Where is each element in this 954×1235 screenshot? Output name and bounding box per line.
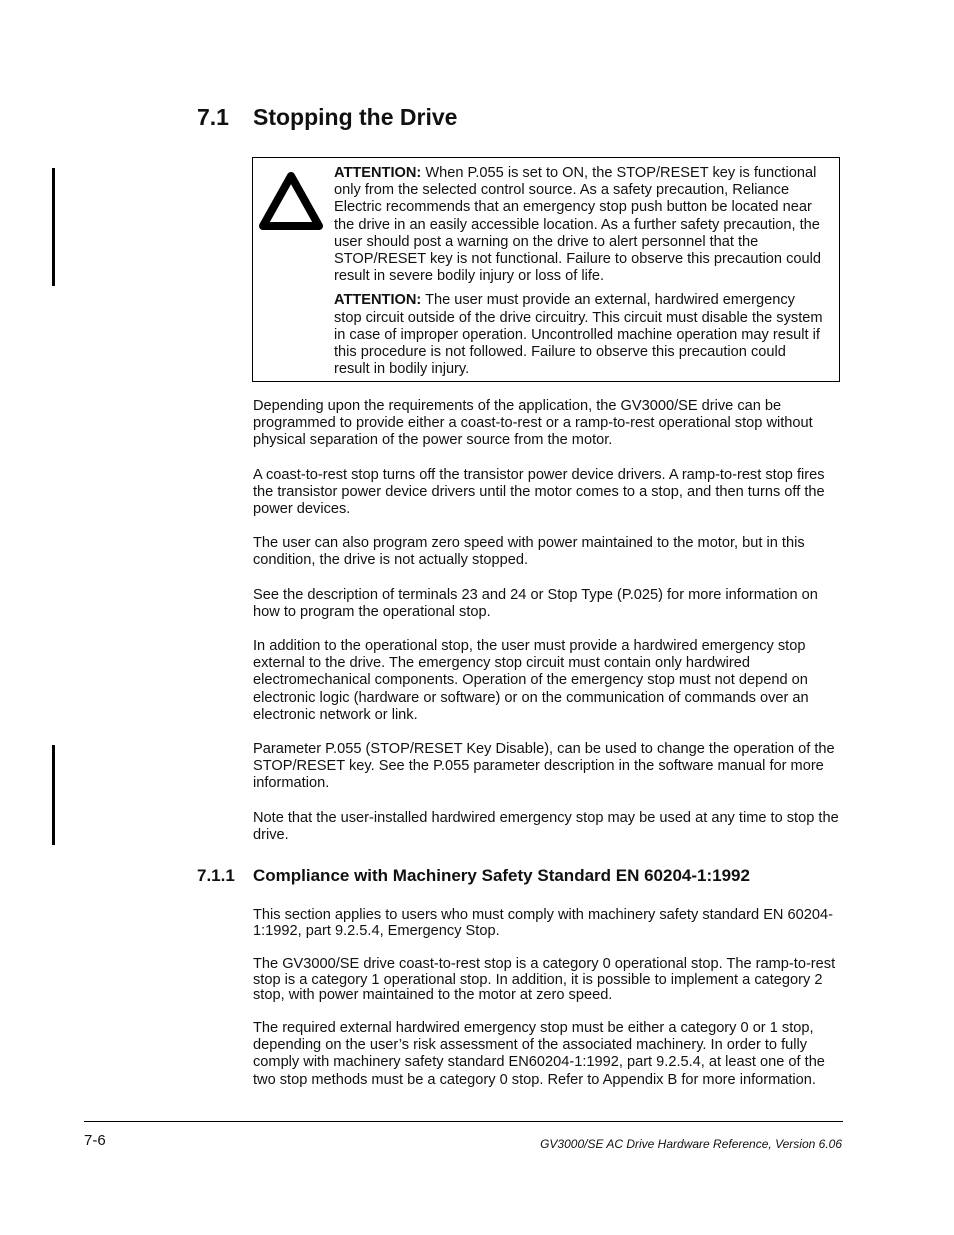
subsection-heading <box>197 866 750 886</box>
attention-note <box>334 292 824 378</box>
paragraph: The user can also program zero speed with power maintained to the motor, but in this condition, the drive is not actually stopped. <box>253 535 805 569</box>
change-bar <box>52 745 55 845</box>
footer-reference: GV3000/SE AC Drive Hardware Reference, Version 6.06 <box>540 1137 842 1151</box>
page-number: 7-6 <box>84 1132 106 1149</box>
warning-triangle-icon <box>258 170 324 232</box>
section-title: Stopping the Drive <box>253 104 458 130</box>
footer-divider <box>84 1121 843 1122</box>
paragraph: Note that the user-installed hardwired emergency stop may be used at any time to stop the drive. <box>253 810 839 844</box>
attention-text <box>334 165 824 385</box>
section-number: 7.1 <box>197 104 229 130</box>
attention-note <box>334 165 824 285</box>
paragraph: A coast-to-rest stop turns off the transistor power device drivers. A ramp-to-rest stop fires the transistor power device drivers until the motor comes to a stop, and then turns off the power devices. <box>253 467 825 518</box>
paragraph: This section applies to users who must comply with machinery safety standard EN 60204-1:1992, part 9.2.5.4, Emergency Stop. <box>253 907 833 939</box>
change-bar <box>52 168 55 286</box>
paragraph: Parameter P.055 (STOP/RESET Key Disable), can be used to change the operation of the STOP/RESET key. See the P.055 parameter description in the software manual for more information. <box>253 741 835 792</box>
attention-box <box>252 157 840 382</box>
paragraph: The GV3000/SE drive coast-to-rest stop is a category 0 operational stop. The ramp-to-rest stop is a category 1 operational stop. In addition, it is possible to implement a category 2 stop, with power maintained to the motor at zero speed. <box>253 956 836 1004</box>
subsection-title: Compliance with Machinery Safety Standard EN 60204-1:1992 <box>253 866 750 885</box>
subsection-number: 7.1.1 <box>197 866 235 885</box>
paragraph: The required external hardwired emergency stop must be either a category 0 or 1 stop, depending on the user’s risk assessment of the associated machinery. In order to fully comply with machinery safety standard EN60204-1:1992, part 9.2.5.4, at least one of the two stop methods must be a category 0 stop. Refer to Appendix B for more information. <box>253 1020 825 1088</box>
paragraph: See the description of terminals 23 and 24 or Stop Type (P.025) for more information on how to program the operational stop. <box>253 587 818 621</box>
attention-label: ATTENTION: <box>334 165 422 181</box>
attention-note-text: When P.055 is set to ON, the STOP/RESET key is functional only from the selected control source. As a safety precaution, Reliance Electric recommends that an emergency stop push button be located near the drive in an easily accessible location. As a further safety precaution, the user should post a warning on the drive to alert personnel that the STOP/RESET key is not functional. Failure to observe this precaution could result in severe bodily injury or loss of life. <box>334 165 821 285</box>
paragraph: In addition to the operational stop, the user must provide a hardwired emergency stop external to the drive. The emergency stop circuit must contain only hardwired electromechanical components. Operation of the emergency stop must not depend on electronic logic (hardware or software) or on the communication of commands over an electronic network or link. <box>253 638 809 723</box>
paragraph: Depending upon the requirements of the application, the GV3000/SE drive can be programmed to provide either a coast-to-rest or a ramp-to-rest operational stop without physical separation of the power source from the motor. <box>253 398 813 449</box>
attention-note-text: The user must provide an external, hardwired emergency stop circuit outside of the drive circuitry. This circuit must disable the system in case of improper operation. Uncontrolled machine operation may result if this procedure is not followed. Failure to observe this precaution could result in bodily injury. <box>334 292 823 378</box>
section-heading <box>197 104 457 131</box>
attention-label: ATTENTION: <box>334 292 422 309</box>
